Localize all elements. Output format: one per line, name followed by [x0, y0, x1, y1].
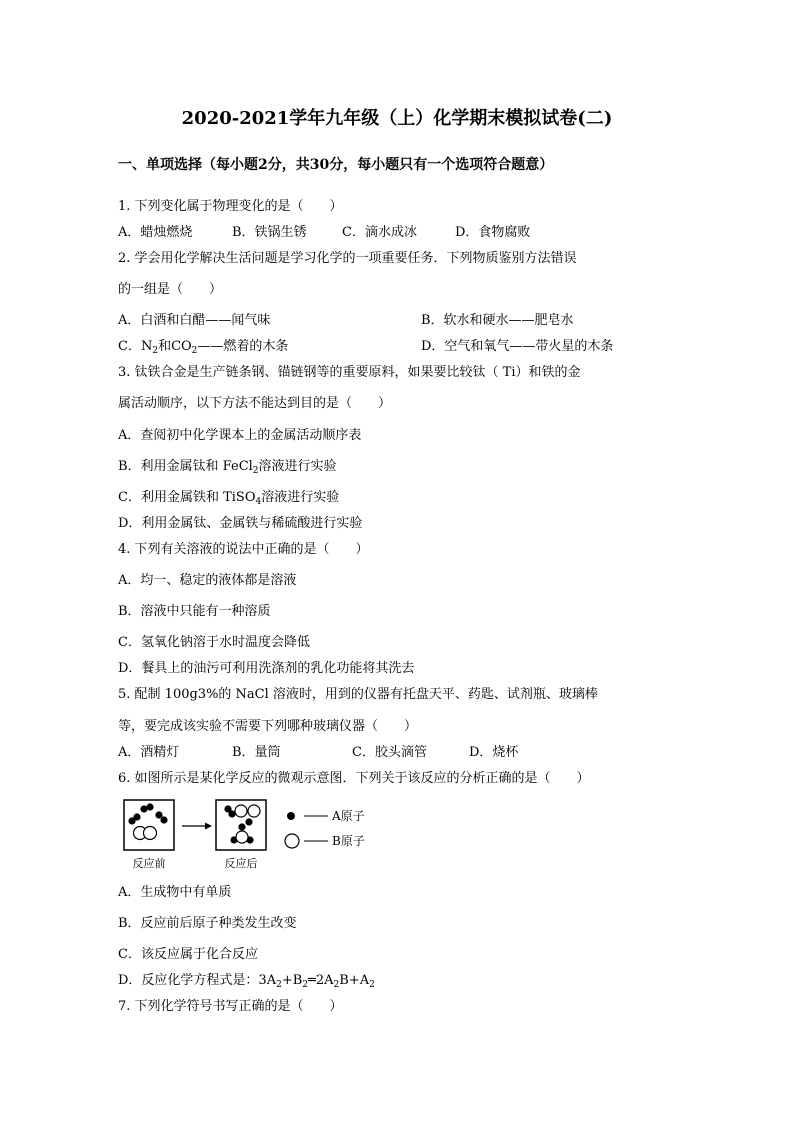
q3-option-d: D．利用金属钛、金属铁与稀硫酸进行实验 [118, 516, 363, 531]
legend-b-atom-icon [285, 834, 299, 848]
q6-stem: 6. 如图所示是某化学反应的微观示意图．下列关于该反应的分析正确的是（ ） [118, 771, 590, 786]
q4-option-c: C．氢氧化钠溶于水时温度会降低 [118, 635, 310, 650]
q5-stem-line2: 等，要完成该实验不需要下列哪种玻璃仪器（ ） [118, 719, 418, 734]
section-heading-single-choice: 一、单项选择（每小题2分，共30分，每小题只有一个选项符合题意） [118, 157, 554, 173]
arrow-head [205, 823, 212, 830]
q4-option-a: A．均一、稳定的液体都是溶液 [118, 573, 297, 588]
q6-option-d: D．反应化学方程式是：$3A_2+B_2═2A_2B+A_2$ [118, 973, 375, 990]
q2-stem-line2: 的一组是（ ） [118, 282, 223, 297]
reaction-micro-diagram [118, 796, 380, 876]
q1-option-a: A．蜡烛燃烧 [118, 225, 193, 240]
q6-option-b: B．反应前后原子种类发生改变 [118, 916, 297, 931]
legend-b-label: B原子 [332, 834, 365, 848]
q2-option-d: D．空气和氧气——带火星的木条 [421, 339, 614, 354]
q5-option-a: A．酒精灯 [118, 745, 180, 760]
q4-option-b: B．溶液中只能有一种溶质 [118, 604, 271, 619]
q2-option-a: A．白酒和白醋——闻气味 [118, 313, 271, 328]
q1-stem: 1. 下列变化属于物理变化的是（ ） [118, 199, 343, 214]
before-a2-molecules [128, 803, 167, 824]
after-a2b-molecules [224, 805, 260, 831]
q5-option-b: B．量筒 [232, 745, 281, 760]
q7-stem: 7. 下列化学符号书写正确的是（ ） [118, 999, 343, 1014]
label-before: 反应前 [132, 857, 166, 870]
q3-option-b: B．利用金属钛和 FeCl$_2$溶液进行实验 [118, 459, 337, 476]
q5-stem-line1: 5. 配制 100g3%的 NaCl 溶液时，用到的仪器有托盘天平、药匙、试剂瓶、玻璃棒 [118, 687, 598, 702]
q3-stem-line2: 属活动顺序，以下方法不能达到目的是（ ） [118, 396, 392, 411]
after-a2-molecule [230, 831, 253, 844]
q6-option-c: C．该反应属于化合反应 [118, 947, 258, 962]
q4-stem: 4. 下列有关溶液的说法中正确的是（ ） [118, 542, 369, 557]
q1-option-b: B．铁锅生锈 [232, 225, 307, 240]
legend-a-atom-icon [287, 812, 295, 820]
legend-a-label: A原子 [332, 809, 365, 823]
q2-stem-line1: 2. 学会用化学解决生活问题是学习化学的一项重要任务．下列物质鉴别方法错误 [118, 251, 577, 266]
q2-option-c: C．$N_2$和$CO_2——$燃着的木条 [118, 339, 289, 356]
q2-option-b: B．软水和硬水——肥皂水 [421, 313, 574, 328]
q1-option-c: C．滴水成冰 [342, 225, 417, 240]
q1-option-d: D．食物腐败 [455, 225, 531, 240]
q4-option-d: D．餐具上的油污可利用洗涤剂的乳化功能将其洗去 [118, 661, 415, 676]
q5-option-c: C．胶头滴管 [352, 745, 427, 760]
q3-option-c: C．利用金属铁和 TiSO$_4$溶液进行实验 [118, 490, 340, 507]
label-after: 反应后 [224, 857, 258, 870]
q3-option-a: A．查阅初中化学课本上的金属活动顺序表 [118, 428, 362, 443]
exam-title: 2020-2021学年九年级（上）化学期末模拟试卷(二) [181, 108, 613, 129]
q5-option-d: D．烧杯 [469, 745, 519, 760]
q3-stem-line1: 3. 钛铁合金是生产链条钢、锚链钢等的重要原料，如果要比较钛（ Ti）和铁的金 [118, 365, 581, 380]
q6-option-a: A．生成物中有单质 [118, 885, 232, 900]
before-b2-molecule [134, 827, 157, 840]
